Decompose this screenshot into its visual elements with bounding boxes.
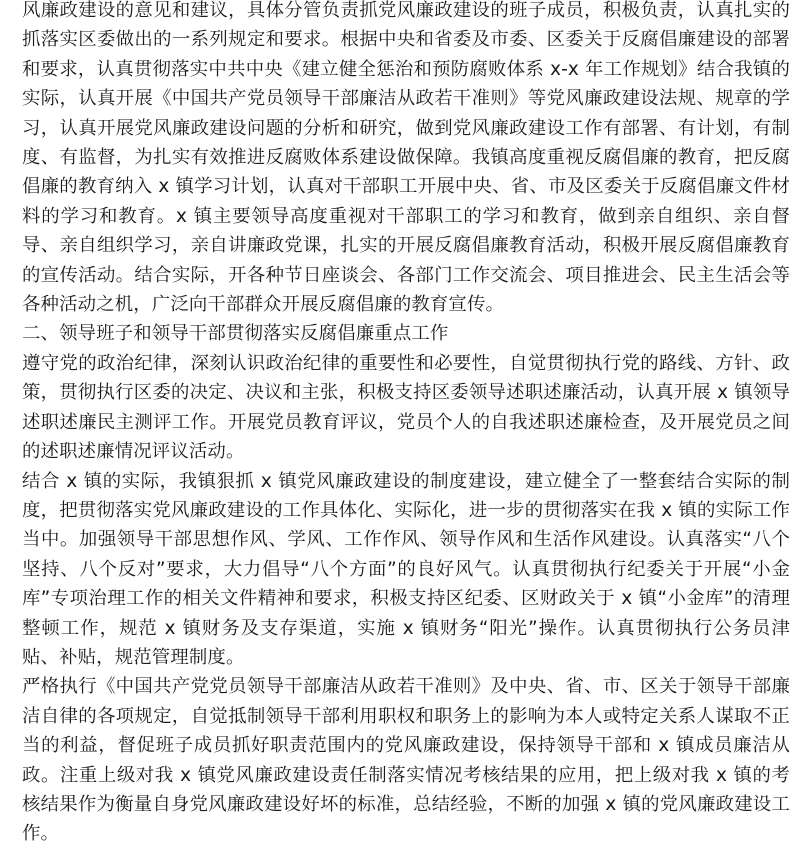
paragraph-self-discipline: 严格执行《中国共产党党员领导干部廉洁从政若干准则》及中央、省、市、区关于领导干部廉洁自律的各项规定，自觉抵制领导干部利用职权和职务上的影响为本人或特定关系人谋取不正当的利益，督促班子成员抓好职责范围内的党风廉政建设，保持领导干部和 x 镇成员廉洁从政。注重上级对我 x 镇党风廉政建设责任制落实情况考核结果的应用，把上级对我 x 镇的考核结果作为衡量自身党风廉政建设好坏的标准，总结经验，不断的加强 x 镇的党风廉政建设工作。 <box>22 676 790 845</box>
paragraph-political-discipline: 遵守党的政治纪律，深刻认识政治纪律的重要性和必要性，自觉贯彻执行党的路线、方针、政策，贯彻执行区委的决定、决议和主张，积极支持区委领导述职述廉活动，认真开展 x 镇领导述职述廉民主测评工作。开展党员教育评议，党员个人的自我述职述廉检查，及开展党员之间的述职述廉情况评议活动。 <box>22 352 790 463</box>
paragraph-system-building: 结合 x 镇的实际，我镇狠抓 x 镇党风廉政建设的制度建设，建立健全了一整套结合实际的制度，把贯彻落实党风廉政建设的工作具体化、实际化，进一步的贯彻落实在我 x 镇的实际工作当中。加强领导干部思想作风、学风、工作作风、领导作风和生活作风建设。认真落实“八个坚持、八个反对”要求，大力倡导“八个方面”的良好风气。认真贯彻执行纪委关于开展“小金库”专项治理工作的相关文件精神和要求，积极支持区纪委、区财政关于 x 镇“小金库”的清理整顿工作，规范 x 镇财务及支存渠道，实施 x 镇财务“阳光”操作。认真贯彻执行公务员津贴、补贴，规范管理制度。 <box>22 470 790 668</box>
section-heading-2: 二、领导班子和领导干部贯彻落实反腐倡廉重点工作 <box>22 323 449 345</box>
paragraph-party-conduct-education: 风廉政建设的意见和建议，具体分管负责抓党风廉政建设的班子成员，积极负责，认真扎实的抓落实区委做出的一系列规定和要求。根据中央和省委及市委、区委关于反腐倡廉建设的部署和要求，认真贯彻落实中共中央《建立健全惩治和预防腐败体系 x-x 年工作规划》结合我镇的实际，认真开展《中国共产党员领导干部廉洁从政若干准则》等党风廉政建设法规、规章的学习，认真开展党风廉政建设问题的分析和研究，做到党风廉政建设工作有部署、有计划，有制度、有监督，为扎实有效推进反腐败体系建设做保障。我镇高度重视反腐倡廉的教育，把反腐倡廉的教育纳入 x 镇学习计划，认真对干部职工开展中央、省、市及区委关于反腐倡廉文件材料的学习和教育。x 镇主要领导高度重视对干部职工的学习和教育，做到亲自组织、亲自督导、亲自组织学习，亲自讲廉政党课，扎实的开展反腐倡廉教育活动，积极开展反腐倡廉教育的宣传活动。结合实际，开各种节日座谈会、各部门工作交流会、项目推进会、民主生活会等各种活动之机，广泛向干部群众开展反腐倡廉的教育宣传。 <box>22 0 790 316</box>
